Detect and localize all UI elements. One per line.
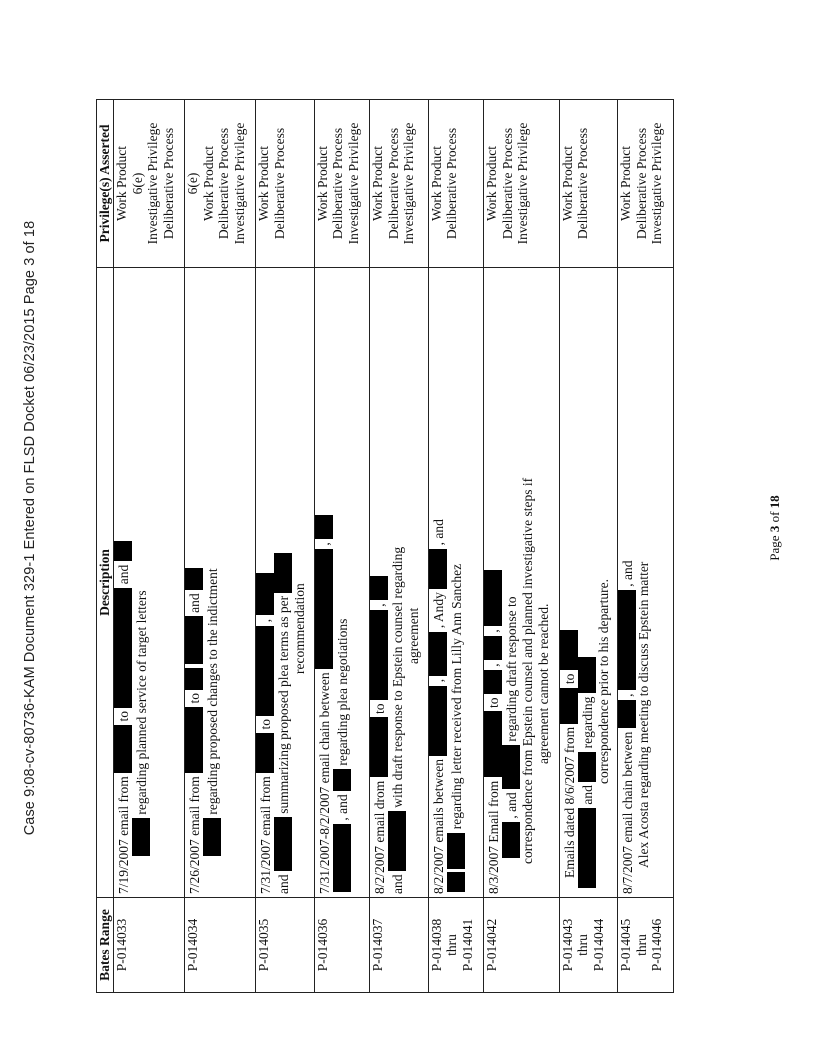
rotated-table — [96, 100, 674, 993]
bates-range: P-014038 — [428, 918, 444, 972]
description-text: and — [276, 874, 292, 894]
redaction-box — [370, 610, 388, 700]
column-header-bates: Bates Range — [97, 898, 114, 993]
redaction-box — [114, 725, 132, 773]
description-text: to — [561, 673, 577, 685]
description-text: regarding letter received from Lilly Ann Sanchez — [448, 563, 464, 830]
bates-range: P-014043 — [559, 918, 575, 972]
description-text: , — [486, 663, 502, 667]
description-cell — [484, 268, 560, 898]
privilege-item: Deliberative Process — [499, 127, 515, 240]
description-text: summarizing proposed plea terms as per — [276, 595, 292, 814]
bates-range: thru — [633, 934, 649, 956]
description-text: correspondence from Epstein counsel and planned investigative steps if — [520, 477, 536, 864]
description-text: to — [258, 719, 274, 730]
table-row — [114, 100, 185, 993]
table-row — [428, 100, 484, 993]
table-row — [370, 100, 428, 993]
privilege-item: Work Product — [559, 145, 575, 222]
privilege-cell — [618, 100, 674, 268]
redaction-box — [256, 733, 274, 773]
description-text: 7/31/2007-8/2/2007 email chain between — [316, 672, 332, 894]
page-of: of — [767, 508, 782, 526]
bates-range: P-014034 — [185, 918, 201, 972]
description-cell — [185, 268, 256, 898]
redaction-box — [447, 833, 465, 869]
redaction-box — [429, 549, 447, 589]
redaction-box — [502, 745, 520, 789]
redaction-box — [618, 590, 636, 690]
table-row — [559, 100, 617, 993]
redaction-box — [578, 657, 596, 693]
privilege-cell — [370, 100, 428, 268]
redaction-box — [256, 574, 274, 616]
bates-range: P-014037 — [370, 918, 386, 972]
privilege-item: Investigative Privilege — [345, 122, 361, 245]
page-label: Page — [767, 532, 782, 561]
description-cell — [114, 268, 185, 898]
privilege-item: Work Product — [428, 145, 444, 222]
redaction-box — [333, 824, 351, 892]
column-header-description: Description — [97, 268, 114, 898]
bates-cell — [185, 898, 256, 993]
privilege-item: Deliberative Process — [160, 127, 176, 240]
bates-range: P-014041 — [459, 918, 475, 972]
description-text: , — [316, 542, 332, 546]
description-text: regarding plea negotiations — [334, 618, 350, 766]
privilege-item: Deliberative Process — [330, 127, 346, 240]
redaction-box — [315, 515, 333, 539]
privilege-item: Deliberative Process — [444, 127, 460, 240]
description-text: , and — [430, 519, 446, 546]
privilege-item: Work Product — [618, 145, 634, 222]
privilege-item: Investigative Privilege — [515, 122, 531, 245]
privilege-cell — [559, 100, 617, 268]
description-text: 7/19/2007 email from — [116, 776, 131, 894]
page-total: 18 — [767, 495, 782, 509]
privilege-item: Investigative Privilege — [649, 122, 665, 245]
redaction-box — [370, 576, 388, 600]
bates-cell — [428, 898, 484, 993]
redaction-box — [333, 769, 351, 791]
description-text: Alex Acosta regarding meeting to discuss Epstein matter — [636, 561, 652, 868]
bates-cell — [314, 898, 370, 993]
description-text: Emails dated 8/6/2007 from — [561, 726, 577, 878]
description-text: and — [187, 593, 203, 613]
description-text: and — [116, 564, 131, 585]
redaction-box — [203, 818, 221, 856]
description-text: , and — [620, 560, 636, 587]
table-row — [314, 100, 370, 993]
description-text: regarding draft response to — [504, 596, 520, 742]
redaction-box — [315, 549, 333, 669]
privilege-cell — [256, 100, 314, 268]
description-text: recommendation — [292, 583, 308, 674]
bates-range: P-014045 — [618, 918, 634, 972]
redaction-box — [484, 570, 502, 626]
table-row — [256, 100, 314, 993]
bates-cell — [256, 898, 314, 993]
redaction-box — [388, 811, 406, 871]
description-text: correspondence prior to his departure. — [595, 578, 611, 784]
description-text: , — [620, 693, 636, 697]
redaction-box — [274, 553, 292, 593]
bates-cell — [114, 898, 185, 993]
description-text: , and — [504, 792, 520, 819]
privilege-cell — [114, 100, 185, 268]
privilege-cell — [185, 100, 256, 268]
redaction-box — [114, 588, 132, 708]
bates-range: thru — [444, 934, 460, 956]
redaction-box — [429, 632, 447, 676]
privilege-item: Work Product — [200, 145, 216, 222]
description-cell — [370, 268, 428, 898]
description-text: with draft response to Epstein counsel regarding — [390, 546, 406, 808]
redaction-box — [484, 711, 502, 777]
redaction-box — [578, 808, 596, 888]
bates-cell — [370, 898, 428, 993]
privilege-item: 6(e) — [129, 172, 145, 195]
redaction-box — [429, 686, 447, 756]
description-text: 8/3/2007 Email from — [486, 780, 502, 894]
description-text: 8/7/2007 email chain between — [620, 731, 636, 894]
description-text: , and — [334, 794, 350, 821]
description-text: to — [116, 711, 131, 722]
description-cell — [559, 268, 617, 898]
redaction-box — [618, 700, 636, 728]
privilege-log-table — [96, 99, 674, 993]
table-row — [618, 100, 674, 993]
privilege-item: Investigative Privilege — [231, 122, 247, 245]
redaction-box — [132, 818, 150, 856]
bates-range: P-014035 — [256, 918, 272, 972]
table-header-row — [97, 100, 114, 993]
privilege-item: Work Product — [484, 145, 500, 222]
privilege-log-table-container — [96, 100, 674, 993]
bates-range: P-014044 — [590, 918, 606, 972]
description-text: agreement cannot be reached. — [535, 603, 551, 764]
description-text: 8/2/2007 emails between — [430, 759, 446, 894]
privilege-item: Investigative Privilege — [401, 122, 417, 245]
bates-range: P-014033 — [114, 918, 129, 972]
redaction-box — [370, 717, 388, 777]
description-cell — [618, 268, 674, 898]
bates-cell — [484, 898, 560, 993]
redaction-box — [185, 568, 203, 590]
description-cell — [256, 268, 314, 898]
description-text: , — [372, 603, 388, 607]
page-header — [0, 0, 60, 1056]
table-row — [185, 100, 256, 993]
redaction-box — [185, 707, 203, 773]
privilege-item: Deliberative Process — [216, 127, 232, 240]
redaction-box — [447, 872, 465, 892]
privilege-cell — [484, 100, 560, 268]
privilege-cell — [428, 100, 484, 268]
redaction-box — [578, 752, 596, 782]
privilege-item: Work Product — [314, 145, 330, 222]
privilege-item: Work Product — [114, 145, 129, 222]
privilege-item: Deliberative Process — [385, 127, 401, 240]
page-number — [767, 495, 783, 560]
description-text: to — [372, 703, 388, 715]
column-header-privilege: Privilege(s) Asserted — [97, 100, 114, 268]
bates-range: P-014042 — [484, 918, 500, 972]
redaction-box — [502, 822, 520, 858]
redaction-box — [114, 541, 132, 561]
description-text: and — [390, 874, 406, 894]
bates-cell — [559, 898, 617, 993]
privilege-cell — [314, 100, 370, 268]
description-text: 7/31/2007 email from — [258, 776, 274, 894]
redaction-box — [185, 616, 203, 664]
description-cell — [314, 268, 370, 898]
bates-range: P-014046 — [649, 918, 665, 972]
privilege-item: Deliberative Process — [575, 127, 591, 240]
description-cell — [428, 268, 484, 898]
table-row — [484, 100, 560, 993]
description-text: 7/26/2007 email from — [187, 776, 203, 894]
description-text: regarding proposed changes to the indictment — [205, 568, 221, 815]
docket-header-text: Case 9:08-cv-80736-KAM Document 329-1 Entered on FLSD Docket 06/23/2015 Page 3 of 18 — [22, 220, 38, 836]
description-text: and — [579, 785, 595, 805]
description-text: , Andy — [430, 592, 446, 629]
redaction-box — [484, 636, 502, 660]
redaction-box — [560, 630, 578, 670]
description-text: , — [486, 629, 502, 633]
description-text: , — [430, 678, 446, 683]
privilege-item: Work Product — [370, 145, 386, 222]
privilege-item: Investigative Privilege — [145, 122, 160, 245]
description-text: to — [486, 697, 502, 709]
privilege-item: 6(e) — [185, 172, 201, 195]
redaction-box — [484, 670, 502, 694]
redaction-box — [560, 688, 578, 724]
privilege-item: Deliberative Process — [271, 127, 287, 240]
redaction-box — [256, 626, 274, 716]
description-text: 8/2/2007 email drom — [372, 780, 388, 894]
privilege-item: Work Product — [256, 145, 272, 222]
description-text: to — [187, 693, 203, 704]
bates-cell — [618, 898, 674, 993]
page-current: 3 — [767, 525, 782, 533]
bates-range: P-014036 — [314, 918, 330, 972]
description-text: agreement — [406, 607, 422, 664]
privilege-item: Deliberative Process — [633, 127, 649, 240]
bates-range: thru — [575, 934, 591, 956]
redaction-box — [274, 817, 292, 871]
description-text: regarding — [579, 696, 595, 749]
description-text: regarding planned service of target letters — [134, 590, 149, 815]
description-text: , — [258, 618, 274, 623]
redaction-box — [185, 668, 203, 690]
